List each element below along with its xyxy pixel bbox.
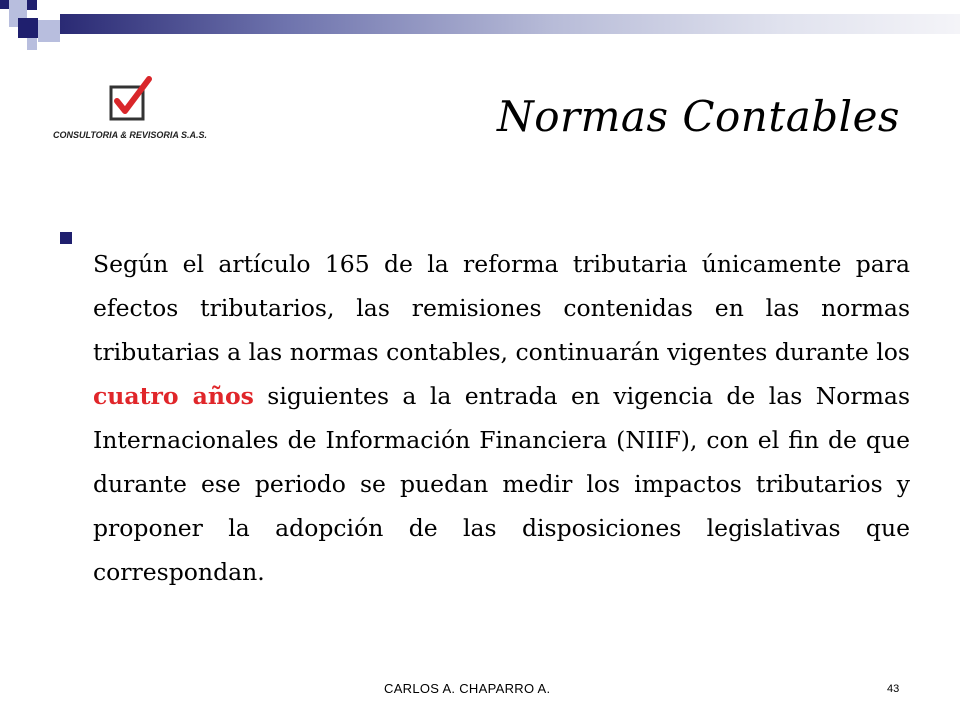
body-text-after: siguientes a la entrada en vigencia de las Normas Internacionales de Información Financiera (NIIF), con el fin de que durante ese periodo se puedan medir los impactos tributarios y proponer la adopción de las disposiciones legislativas que correspondan. bbox=[93, 381, 910, 586]
header-gradient-bar bbox=[60, 14, 960, 34]
deco-square bbox=[9, 18, 18, 27]
deco-square bbox=[18, 18, 38, 38]
logo-text: CONSULTORIA & REVISORIA S.A.S. bbox=[52, 130, 207, 140]
slide-title: Normas Contables bbox=[496, 92, 900, 141]
company-logo bbox=[40, 75, 220, 145]
deco-square bbox=[27, 38, 37, 50]
deco-square bbox=[9, 0, 27, 18]
body-text-before: Según el artículo 165 de la reforma tributaria únicamente para efectos tributarios, las remisiones contenidas en las normas tributarias a las normas contables, continuarán vigentes durante los bbox=[93, 249, 910, 366]
deco-square bbox=[38, 20, 60, 42]
square-bullet-icon bbox=[60, 232, 72, 244]
deco-square bbox=[0, 0, 9, 9]
slide-content bbox=[60, 218, 910, 617]
footer-author: CARLOS A. CHAPARRO A. bbox=[384, 681, 551, 696]
page-number: 43 bbox=[887, 683, 900, 695]
checkmark-box-icon bbox=[105, 75, 155, 125]
body-paragraph bbox=[93, 242, 910, 594]
body-highlight: cuatro años bbox=[93, 381, 254, 410]
deco-square bbox=[27, 0, 37, 10]
